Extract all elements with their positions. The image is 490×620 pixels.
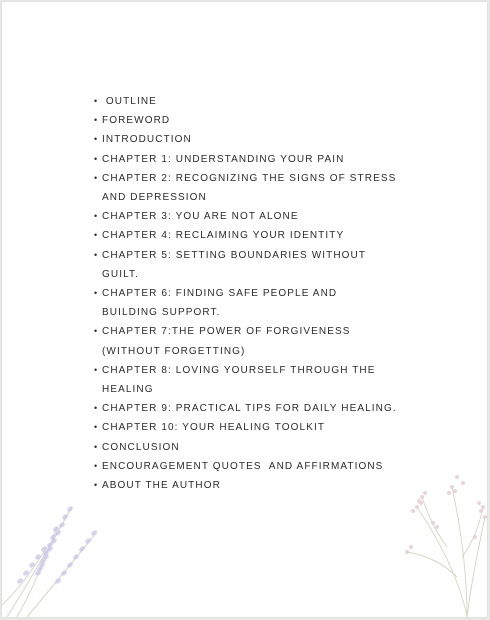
bullet-icon: • (94, 249, 99, 260)
bullet-icon: • (94, 403, 99, 414)
toc-item (94, 457, 394, 476)
toc-item-text: CHAPTER 3: YOU ARE NOT ALONE (102, 211, 299, 223)
toc-item (94, 284, 394, 322)
toc-item-text: (WITHOUT FORGETTING) (102, 345, 246, 357)
document-page (2, 2, 487, 617)
bullet-icon: • (94, 364, 99, 375)
toc-item (94, 226, 394, 245)
toc-item (94, 361, 394, 399)
bullet-icon: • (94, 96, 99, 106)
toc-item-text: CHAPTER 10: YOUR HEALING TOOLKIT (102, 422, 326, 434)
bullet-icon: • (94, 422, 99, 433)
bullet-icon: • (94, 288, 99, 299)
table-of-contents (94, 92, 397, 495)
bullet-icon: • (94, 211, 99, 222)
toc-item (94, 92, 394, 111)
toc-item (94, 246, 394, 284)
bullet-icon: • (94, 172, 99, 183)
toc-item (94, 169, 397, 207)
toc-item-text: AND DEPRESSION (102, 192, 207, 204)
baby-breath-sprig-icon (397, 447, 487, 617)
bullet-icon: • (94, 153, 99, 164)
toc-item-text: CHAPTER 4: RECLAIMING YOUR IDENTITY (102, 230, 345, 242)
toc-item-text: INTRODUCTION (102, 134, 192, 146)
bullet-icon: • (94, 134, 99, 145)
bullet-icon: • (94, 441, 99, 452)
toc-item-text: CONCLUSION (102, 441, 180, 453)
toc-item (94, 399, 397, 418)
toc-item-text: CHAPTER 6: FINDING SAFE PEOPLE AND (102, 288, 338, 300)
toc-item (94, 150, 394, 169)
toc-item (94, 438, 394, 457)
toc-item-text: FOREWORD (102, 115, 171, 127)
bullet-icon: • (94, 460, 99, 471)
bullet-icon: • (94, 230, 99, 241)
toc-item (94, 111, 394, 130)
toc-item-text: BUILDING SUPPORT. (102, 307, 221, 319)
toc-item-text: ABOUT THE AUTHOR (102, 480, 221, 492)
toc-item (94, 476, 394, 495)
toc-item-text: CHAPTER 7:THE POWER OF FORGIVENESS (102, 326, 351, 338)
toc-item (94, 130, 394, 149)
toc-item-text: HEALING (102, 384, 154, 396)
toc-item-text: GUILT. (102, 268, 139, 280)
toc-item (94, 418, 394, 437)
lavender-sprig-icon (2, 487, 122, 617)
toc-item (94, 322, 394, 360)
bullet-icon: • (94, 480, 99, 491)
toc-item-text: CHAPTER 1: UNDERSTANDING YOUR PAIN (102, 153, 345, 165)
toc-item-text: CHAPTER 5: SETTING BOUNDARIES WITHOUT (102, 249, 367, 261)
bullet-icon: • (94, 326, 99, 337)
toc-item-text: ENCOURAGEMENT QUOTES AND AFFIRMATIONS (102, 460, 384, 472)
toc-item-text: CHAPTER 9: PRACTICAL TIPS FOR DAILY HEALING. (102, 403, 397, 415)
toc-item-text: CHAPTER 2: RECOGNIZING THE SIGNS OF STRESS (102, 172, 397, 184)
bullet-icon: • (94, 115, 99, 126)
toc-item-text: OUTLINE (102, 96, 157, 107)
toc-item-text: CHAPTER 8: LOVING YOURSELF THROUGH THE (102, 364, 376, 376)
toc-item (94, 207, 394, 226)
